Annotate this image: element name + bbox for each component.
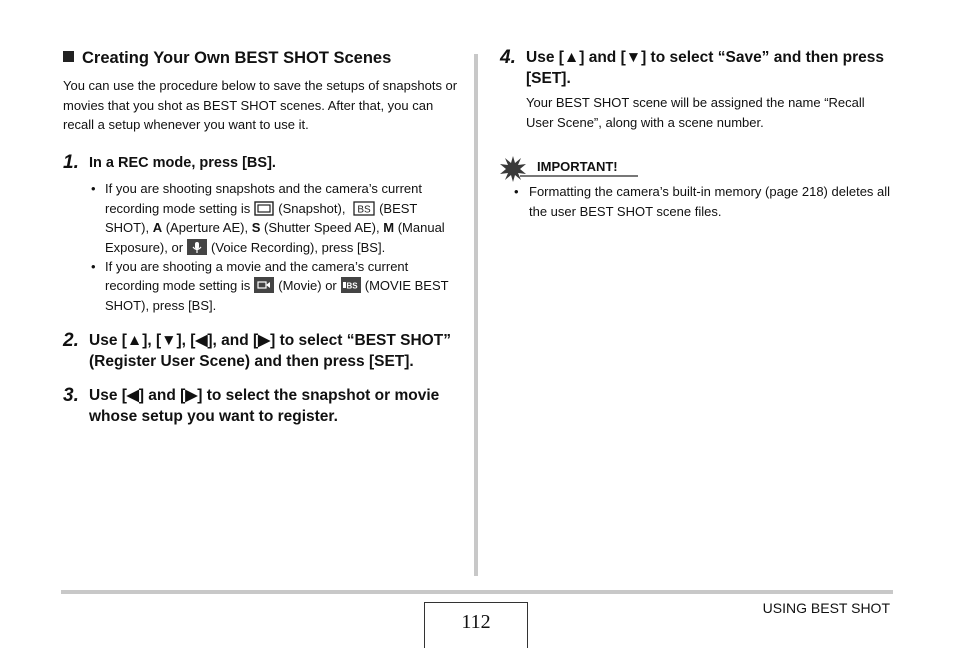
section-intro: You can use the procedure below to save the setups of snapshots or movies that you shot as BEST SHOT scenes. After that, you can recall a setup whenever you want to use it.: [63, 78, 458, 133]
important-item: • Formatting the camera’s built-in memory (page 218) deletes all the user BEST SHOT scene files.: [512, 182, 895, 221]
step-heading: Use [◀] and [▶] to select the snapshot or movie whose setup you want to register.: [89, 387, 440, 425]
left-column: [63, 48, 458, 427]
bullet-text: (Manual Exposure), or: [105, 220, 445, 255]
bullet-text: (Movie) or: [278, 278, 337, 294]
step-number: 1.: [63, 151, 79, 173]
voice-recording-icon: [187, 239, 207, 255]
svg-text:BS: BS: [346, 281, 358, 291]
bullet-text: If you are shooting a movie and the camera’s current recording mode setting is: [105, 258, 409, 294]
step-1-bullets: [89, 179, 458, 315]
starburst-icon: [500, 156, 526, 182]
bullet-text: (Shutter Speed AE),: [264, 220, 380, 236]
bullet-movie: [89, 257, 458, 315]
important-underline: [520, 175, 638, 177]
right-column: [500, 48, 895, 221]
step-number: 4.: [500, 47, 516, 68]
section-title-text: Creating Your Own BEST SHOT Scenes: [82, 49, 392, 67]
step-2: [63, 331, 458, 372]
snapshot-icon: [254, 201, 274, 216]
section-title: [63, 48, 458, 68]
page-number-box: [424, 602, 528, 648]
bullet-snapshot: [89, 179, 458, 257]
bs-icon: [353, 201, 375, 216]
step-3: [63, 386, 458, 427]
step-number: 2.: [63, 330, 79, 352]
chapter-title: USING BEST SHOT: [762, 600, 890, 616]
square-bullet-icon: [63, 51, 74, 62]
bullet-text: (Snapshot),: [278, 200, 346, 216]
bullet-text: If you are shooting snapshots and the camera’s current recording mode setting is: [105, 181, 423, 216]
footer-rule: [61, 590, 893, 594]
important-header: [500, 156, 895, 180]
mode-a-label: A: [152, 220, 163, 236]
bullet-text: (Voice Recording), press [BS].: [211, 239, 386, 255]
step-body: Your BEST SHOT scene will be assigned the name “Recall User Scene”, along with a scene number.: [526, 95, 865, 130]
column-divider: [474, 54, 478, 576]
important-label: IMPORTANT!: [537, 159, 618, 175]
step-4: [500, 48, 895, 132]
step-number: 3.: [63, 385, 79, 407]
movie-icon: [254, 277, 274, 293]
bullet-text: (BEST SHOT),: [105, 200, 418, 236]
step-heading: In a REC mode, press [BS].: [89, 154, 276, 171]
page-number: 112: [461, 611, 491, 633]
bullet-text: (MOVIE BEST SHOT), press [BS].: [105, 278, 449, 313]
important-list: [500, 182, 895, 221]
mode-m-label: M: [383, 220, 395, 236]
step-heading: Use [▲] and [▼] to select “Save” and then press [SET].: [526, 49, 884, 87]
step-heading: Use [▲], [▼], [◀], and [▶] to select “BEST SHOT” (Register User Scene) and then press [SET].: [89, 332, 451, 370]
svg-text:BS: BS: [357, 204, 371, 216]
mode-s-label: S: [251, 220, 261, 236]
movie-bs-icon: [341, 277, 361, 293]
step-1: [63, 153, 458, 315]
bullet-text: (Aperture AE),: [165, 220, 249, 236]
